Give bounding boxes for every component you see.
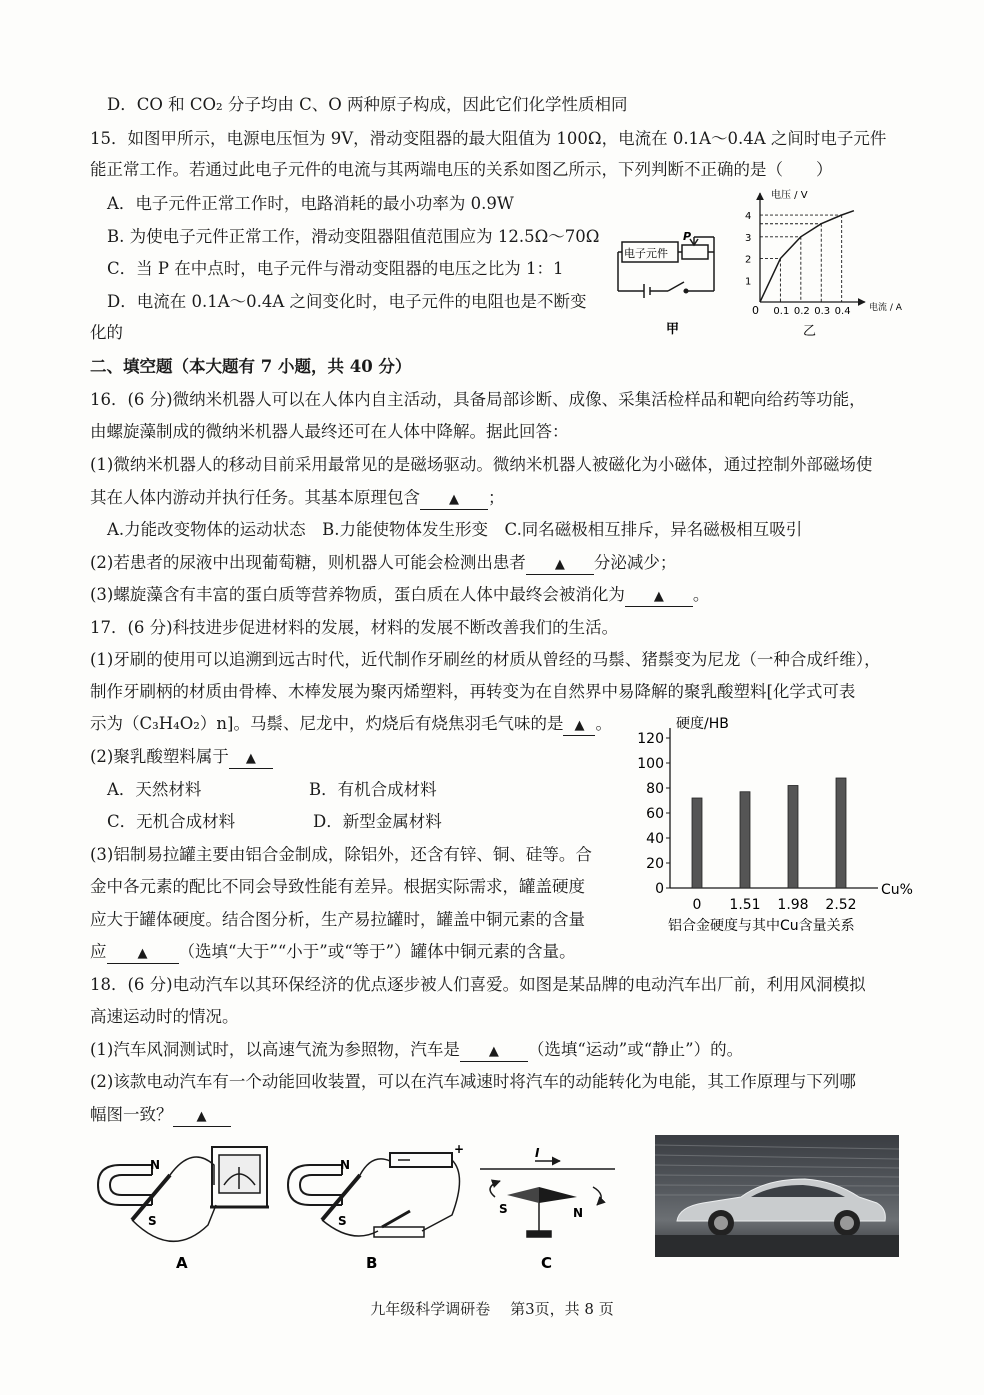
- q16-options: A.力能改变物体的运动状态 B.力能使物体发生形变 C.同名磁极相互排斥，异名磁极相互吸引: [107, 520, 803, 539]
- q18-line2: 高速运动时的情况。: [90, 1007, 239, 1026]
- answer-blank-16-3[interactable]: ▲: [625, 586, 693, 607]
- bar-x-tick: 2.52: [825, 897, 857, 913]
- q17-line4-end: 。: [595, 714, 612, 733]
- car-illustration: [655, 1135, 899, 1257]
- bar-chart-title: 铝合金硬度与其中Cu含量关系: [668, 918, 855, 934]
- vi-y-tick: 1: [745, 276, 752, 288]
- bar: [692, 798, 702, 888]
- switch: [668, 282, 684, 291]
- bar-y-tick: 80: [646, 781, 664, 797]
- q16-line6: [90, 584, 709, 607]
- vi-x-tick: 0.4: [834, 306, 851, 317]
- q17-option-a: A．天然材料: [107, 780, 202, 799]
- vi-y-tick: 2: [745, 254, 752, 266]
- bar-y-tick: 60: [646, 806, 664, 822]
- bar-x-tick: 1.98: [777, 897, 809, 913]
- fig-b-plus: +: [454, 1142, 465, 1156]
- bar: [740, 792, 750, 888]
- knife-switch: [382, 1211, 410, 1227]
- q15-stem-line2: 能正常工作。若通过此电子元件的电流与其两端电压的关系如图乙所示，下列判断不正确的是（ ）: [90, 160, 833, 179]
- q16-line6-text: (3)螺旋藻含有丰富的蛋白质等营养物质，蛋白质在人体中最终会被消化为: [90, 585, 625, 604]
- answer-blank-18-2[interactable]: ▲: [173, 1106, 231, 1127]
- figure-b-motor: [282, 1135, 467, 1275]
- q17-line9-end: （选填“大于”“小于”或“等于”）罐体中铜元素的含量。: [178, 942, 576, 961]
- fig-c-label: C: [541, 1254, 553, 1272]
- q16-line4-end: ；: [488, 488, 505, 507]
- q17-line6: (3)铝制易拉罐主要由铝合金制成，除铝外，还含有锌、铜、硅等。合: [90, 845, 592, 864]
- fig-c-pole-s: S: [499, 1202, 508, 1216]
- fig-c-pole-n: N: [573, 1206, 584, 1220]
- needle-s-half: [507, 1187, 539, 1203]
- q15-option-a: A．电子元件正常工作时，电路消耗的最小功率为 0.9W: [107, 194, 514, 213]
- q16-line6-end: 。: [692, 585, 710, 604]
- slider-label: P: [683, 230, 692, 243]
- fig-b-pole-s: S: [338, 1214, 347, 1228]
- vi-x-tick: 0.2: [793, 306, 810, 317]
- figure-c-oersted: [475, 1135, 625, 1275]
- q15-option-c: C．当 P 在中点时，电子元件与滑动变阻器的电压之比为 1：1: [107, 259, 564, 278]
- vi-curve: [760, 211, 854, 302]
- q18-line5-text: 幅图一致？: [90, 1105, 173, 1124]
- q18-line3: [90, 1039, 743, 1062]
- q17-line4: [90, 713, 612, 736]
- q18-line3-end: （选填“运动”或“静止”）的。: [527, 1040, 744, 1059]
- q16-line5-end: 分泌减少；: [593, 553, 677, 572]
- q18-line1: 18．(6 分)电动汽车以其环保经济的优点逐步被人们喜爱。如图是某品牌的电动汽车出厂前，利用风洞模拟: [90, 975, 866, 994]
- wind-tunnel-photo: [655, 1135, 899, 1257]
- q17-line8: 应大于罐体硬度。结合图分析，生产易拉罐时，罐盖中铜元素的含量: [90, 910, 585, 929]
- answer-blank-17-3[interactable]: ▲: [107, 943, 179, 964]
- q16-line5-text: (2)若患者的尿液中出现葡萄糖，则机器人可能会检测出患者: [90, 553, 526, 572]
- q14-option-d: D．CO 和 CO₂ 分子均由 C、O 两种原子构成，因此它们化学性质相同: [107, 95, 628, 114]
- q17-option-d: D．新型金属材料: [313, 812, 442, 831]
- bar-y-tick: 0: [655, 881, 664, 897]
- vi-y-label: 电压 / V: [771, 190, 808, 201]
- q18-line4: (2)该款电动汽车有一个动能回收装置，可以在汽车减速时将汽车的动能转化为电能，其工作原理与下列哪: [90, 1072, 856, 1091]
- vi-origin: 0: [752, 304, 759, 317]
- q16-line3: (1)微纳米机器人的移动目前采用最常见的是磁场驱动。微纳米机器人被磁化为小磁体，通过控制外部磁场使: [90, 455, 873, 474]
- answer-blank-18-1[interactable]: ▲: [460, 1041, 528, 1062]
- q17-line5-text: (2)聚乳酸塑料属于: [90, 747, 229, 766]
- circuit-caption: 甲: [666, 322, 680, 337]
- answer-blank-16-2[interactable]: ▲: [526, 554, 594, 575]
- section-2-heading: 二、填空题（本大题有 7 小题，共 40 分）: [90, 357, 412, 376]
- voltage-current-graph: [735, 185, 915, 340]
- q17-line1: 17．(6 分)科技进步促进材料的发展，材料的发展不断改善我们的生活。: [90, 618, 619, 637]
- q15-option-b: B. 为使电子元件正常工作，滑动变阻器阻值范围应为 12.5Ω～70Ω: [107, 227, 600, 246]
- vi-x-label: 电流 / A: [869, 303, 902, 313]
- bar-y-tick: 40: [646, 831, 664, 847]
- hardness-bar-chart: [620, 708, 920, 943]
- fig-a-pole-s: S: [148, 1214, 157, 1228]
- fig-a-label: A: [176, 1254, 188, 1272]
- fig-c-current: I: [535, 1146, 540, 1160]
- rheostat: [682, 245, 708, 259]
- bar-y-tick: 20: [646, 856, 664, 872]
- q16-line4-text: 其在人体内游动并执行任务。其基本原理包含: [90, 488, 420, 507]
- q15-option-d-line2: 化的: [90, 323, 123, 342]
- answer-blank-17-1[interactable]: ▲: [563, 715, 595, 736]
- q17-option-b: B．有机合成材料: [309, 780, 437, 799]
- vi-y-tick: 4: [745, 211, 752, 223]
- q15-option-d-line1: D．电流在 0.1A～0.4A 之间变化时，电子元件的电阻也是不断变: [107, 292, 587, 311]
- q16-line1: 16．(6 分)微纳米机器人可以在人体内自主活动，具备局部诊断、成像、采集活检样品和靶向给药等功能，: [90, 390, 866, 409]
- answer-blank-17-2[interactable]: ▲: [229, 748, 273, 769]
- needle-n-half: [539, 1187, 577, 1203]
- fig-b-pole-n: N: [340, 1158, 351, 1172]
- bar: [836, 778, 846, 888]
- q17-line3: 制作牙刷柄的材质由骨棒、木棒发展为聚丙烯塑料，再转变为在自然界中易降解的聚乳酸塑料[化学式可表: [90, 682, 856, 701]
- bar-x-label: Cu%: [881, 882, 913, 898]
- circuit-diagram: [610, 225, 730, 340]
- switch-base: [374, 1227, 424, 1237]
- q16-line5: [90, 552, 676, 575]
- q17-line7: 金中各元素的配比不同会导致性能有差异。根据实际需求，罐盖硬度: [90, 877, 585, 896]
- page-footer: 九年级科学调研卷 第3页，共 8 页: [370, 1300, 614, 1318]
- figure-a-generator: [92, 1135, 277, 1275]
- q18-line3-text: (1)汽车风洞测试时，以高速气流为参照物，汽车是: [90, 1040, 460, 1059]
- bar: [788, 786, 798, 889]
- q17-line9: [90, 941, 576, 964]
- q17-line2: (1)牙刷的使用可以追溯到远古时代，近代制作牙刷丝的材质从曾经的马鬃、猪鬃变为尼龙（一种合成纤维），: [90, 650, 881, 669]
- q17-line4-text: 示为（C₃H₄O₂）n]。马鬃、尼龙中，灼烧后有烧焦羽毛气味的是: [90, 714, 564, 733]
- bar-y-tick: 100: [637, 756, 664, 772]
- component-label: 电子元件: [624, 247, 668, 260]
- q15-stem-line1: 15．如图甲所示，电源电压恒为 9V，滑动变阻器的最大阻值为 100Ω，电流在 0.1A～0.4A 之间时电子元件: [90, 129, 887, 148]
- vi-x-tick: 0.3: [814, 306, 831, 317]
- fig-b-label: B: [366, 1254, 378, 1272]
- q17-line5: [90, 746, 273, 769]
- bar-y-tick: 120: [637, 731, 664, 747]
- bar-x-tick: 1.51: [729, 897, 761, 913]
- bar-x-tick: 0: [692, 897, 702, 913]
- q18-line5: [90, 1104, 231, 1127]
- vi-caption: 乙: [803, 324, 817, 339]
- q16-line2: 由螺旋藻制成的微纳米机器人最终还可在人体中降解。据此回答：: [90, 422, 569, 441]
- q17-option-c: C．无机合成材料: [107, 812, 236, 831]
- q17-line9-text: 应: [90, 942, 107, 961]
- answer-blank-16-1[interactable]: ▲: [420, 489, 488, 510]
- fig-a-pole-n: N: [150, 1158, 161, 1172]
- vi-x-tick: 0.1: [773, 306, 790, 317]
- vi-y-tick: 3: [745, 232, 752, 244]
- bar-y-label: 硬度/HB: [676, 716, 729, 732]
- q16-line4: [90, 487, 505, 510]
